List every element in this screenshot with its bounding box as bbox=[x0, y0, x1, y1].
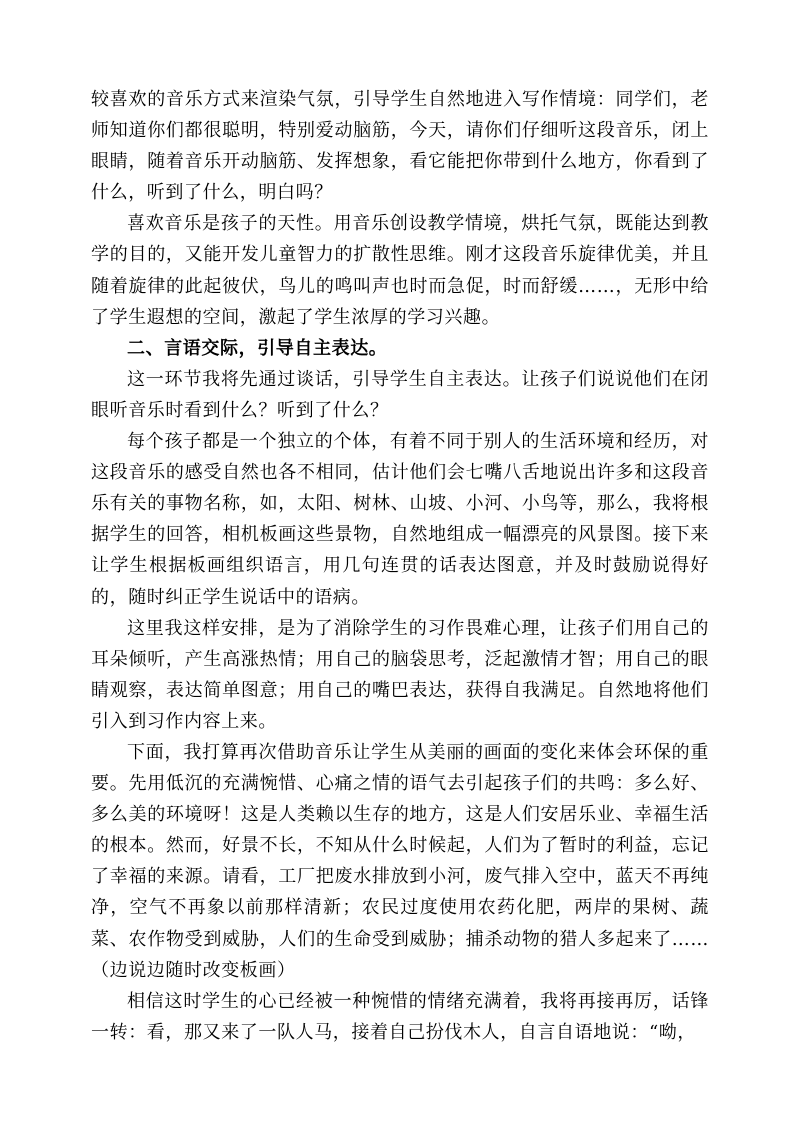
paragraph-music-nature: 喜欢音乐是孩子的天性。用音乐创设教学情境，烘托气氛，既能达到教学的目的，又能开发儿童智力的扩散性思维。刚才这段音乐旋律优美，并且随着旋律的此起彼伏，鸟儿的鸣叫声也时而急促，时而舒缓……，无形中给了学生遐想的空间，激起了学生浓厚的学习兴趣。 bbox=[91, 213, 709, 328]
paragraph-dialogue: 这一环节我将先通过谈话，引导学生自主表达。让孩子们说说他们在闭眼听音乐时看到什么？听到了什么？ bbox=[91, 368, 709, 421]
section-heading: 二、言语交际，引导自主表达。 bbox=[127, 337, 388, 359]
paragraph-environment: 下面，我打算再次借助音乐让学生从美丽的画面的变化来体会环保的重要。先用低沉的充满惋惜、心痛之情的语气去引起孩子们的共鸣：多么好、多么美的环境呀！这是人类赖以生存的地方，这是人们安居乐业、幸福生活的根本。然而，好景不长，不知从什么时候起，人们为了暂时的利益，忘记了幸福的来源。请看，工厂把废水排放到小河，废气排入空中，蓝天不再纯净，空气不再象以前那样清新；农民过度使用农药化肥，两岸的果树、蔬菜、农作物受到威胁，人们的生命受到威胁；捕杀动物的猎人多起来了……（边说边随时改变板画） bbox=[91, 741, 709, 981]
document-page bbox=[91, 84, 709, 1048]
paragraph-transition: 相信这时学生的心已经被一种惋惜的情绪充满着，我将再接再厉，话锋一转：看，那又来了一队人马，接着自己扮伐木人，自言自语地说：“呦， bbox=[91, 990, 709, 1043]
paragraph-individual: 每个孩子都是一个独立的个体，有着不同于别人的生活环境和经历，对这段音乐的感受自然也各不相同，估计他们会七嘴八舌地说出许多和这段音乐有关的事物名称，如，太阳、树林、山坡、小河、小鸟等，那么，我将根据学生的回答，相机板画这些景物，自然地组成一幅漂亮的风景图。接下来让学生根据板画组织语言，用几句连贯的话表达图意，并及时鼓励说得好的，随时纠正学生说话中的语病。 bbox=[91, 431, 709, 608]
paragraph-arrangement: 这里我这样安排，是为了消除学生的习作畏难心理，让孩子们用自己的耳朵倾听，产生高涨热情；用自己的脑袋思考，泛起激情才智；用自己的眼睛观察，表达简单图意；用自己的嘴巴表达，获得自我满足。自然地将他们引入到习作内容上来。 bbox=[91, 617, 709, 732]
paragraph-music-intro: 较喜欢的音乐方式来渲染气氛，引导学生自然地进入写作情境：同学们，老师知道你们都很聪明，特别爱动脑筋，今天，请你们仔细听这段音乐，闭上眼睛，随着音乐开动脑筋、发挥想象，看它能把你带到什么地方，你看到了什么，听到了什么，明白吗？ bbox=[91, 89, 709, 204]
